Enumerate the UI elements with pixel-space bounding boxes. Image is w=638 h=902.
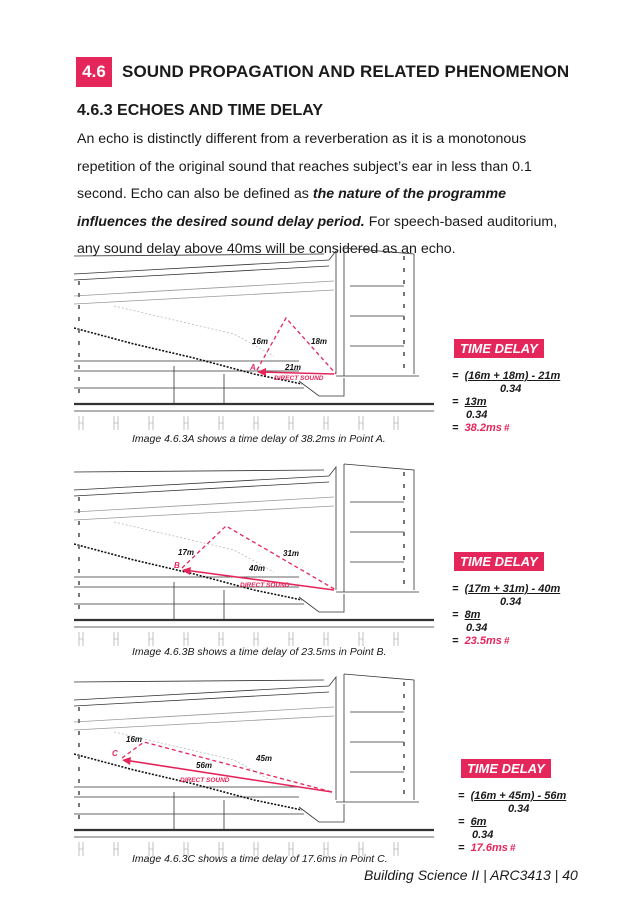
time-delay-calculation	[452, 583, 560, 648]
equals-sign: =	[452, 396, 459, 408]
equals-sign: =	[458, 842, 465, 854]
distance-label: 16m	[126, 735, 143, 744]
distance-label: 21m	[285, 363, 302, 372]
calc-result: 17.6ms	[470, 842, 508, 854]
result-mark: #	[503, 423, 510, 434]
time-delay-calculation	[452, 370, 560, 435]
calc-denominator: 0.34	[500, 596, 522, 608]
calc-numerator: (17m + 31m) - 40m	[464, 583, 561, 595]
distance-label: 16m	[252, 337, 269, 346]
paragraph-emphasis: the nature of the programme influences the desired sound delay period.	[77, 186, 506, 230]
point-label-c: C	[112, 749, 118, 758]
calc-denominator: 0.34	[500, 383, 522, 395]
distance-label: 45m	[256, 754, 273, 763]
distance-label: 17m	[178, 548, 195, 557]
calc-numerator: 6m	[470, 816, 487, 828]
body-paragraph	[77, 126, 567, 264]
paragraph-text-2: For speech-based auditorium, any sound delay above 40ms will be considered as an echo.	[77, 213, 558, 257]
page-footer: Building Science II | ARC3413 | 40	[364, 867, 578, 883]
calc-numerator: 13m	[464, 396, 487, 408]
section-drawing-c	[74, 672, 434, 862]
section-number-badge: 4.6	[76, 57, 112, 87]
distance-label: 56m	[196, 761, 213, 770]
calc-denominator: 0.34	[472, 829, 494, 841]
distance-label: 40m	[249, 564, 266, 573]
equals-sign: =	[452, 583, 459, 595]
figure-caption: Image 4.6.3C shows a time delay of 17.6ms in Point C.	[132, 853, 388, 865]
direct-sound-label: DIRECT SOUND	[180, 777, 230, 784]
direct-sound-label: DIRECT SOUND	[274, 375, 324, 382]
time-delay-badge: TIME DELAY	[454, 339, 544, 358]
paragraph-text-1: An echo is distinctly different from a reverberation as it is a monotonous repetition of the original sound that reaches subject’s ear in less than 0.1 second. Echo can also be defined as	[77, 131, 532, 202]
point-label-a: A	[250, 363, 256, 372]
calc-denominator: 0.34	[508, 803, 530, 815]
figure-caption: Image 4.6.3A shows a time delay of 38.2ms in Point A.	[132, 433, 386, 445]
result-mark: #	[509, 843, 516, 854]
distance-label: 31m	[283, 549, 300, 558]
calc-numerator: 8m	[464, 609, 481, 621]
subsection-title: 4.6.3 ECHOES AND TIME DELAY	[77, 102, 323, 119]
calc-result: 23.5ms	[464, 635, 502, 647]
time-delay-badge: TIME DELAY	[454, 552, 544, 571]
calc-result: 38.2ms	[464, 422, 502, 434]
section-drawing-a	[74, 246, 434, 436]
equals-sign: =	[452, 370, 459, 382]
equals-sign: =	[452, 609, 459, 621]
calc-numerator: (16m + 45m) - 56m	[470, 790, 567, 802]
time-delay-calculation	[458, 790, 566, 855]
direct-sound-label: DIRECT SOUND	[240, 582, 290, 589]
distance-label: 18m	[311, 337, 328, 346]
equals-sign: =	[452, 635, 459, 647]
equals-sign: =	[458, 790, 465, 802]
section-title: SOUND PROPAGATION AND RELATED PHENOMENON	[122, 62, 570, 81]
figure-caption: Image 4.6.3B shows a time delay of 23.5ms in Point B.	[132, 646, 387, 658]
calc-denominator: 0.34	[466, 409, 488, 421]
result-mark: #	[503, 636, 510, 647]
equals-sign: =	[452, 422, 459, 434]
time-delay-badge: TIME DELAY	[461, 759, 551, 778]
calc-denominator: 0.34	[466, 622, 488, 634]
section-drawing-b	[74, 462, 434, 652]
equals-sign: =	[458, 816, 465, 828]
calc-numerator: (16m + 18m) - 21m	[464, 370, 561, 382]
point-label-b: B	[174, 561, 180, 570]
